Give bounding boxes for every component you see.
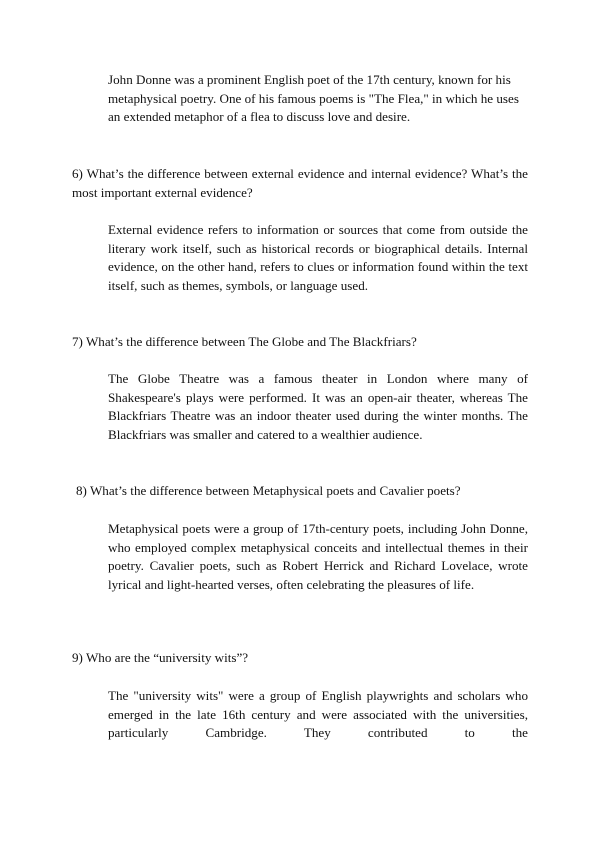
answer-6-paragraph: External evidence refers to information or sources that come from outside the literary work itself, such as historical records or biographical details. Internal evidence, on the other hand, refers to clues or information found within the text itself, such as themes, symbols, or language used.: [108, 222, 528, 293]
answer-5-paragraph: John Donne was a prominent English poet of the 17th century, known for his metaphysical poetry. One of his famous poems is "The Flea," in which he uses an extended metaphor of a flea to discuss love and desire.: [108, 72, 519, 125]
question-9-heading: 9) Who are the “university wits”?: [72, 650, 249, 665]
answer-7-paragraph: The Globe Theatre was a famous theater in London where many of Shakespeare's plays were performed. It was an open-air theater, whereas The Blackfriars Theatre was an indoor theater used during the winter months. The Blackfriars was smaller and catered to a wealthier audience.: [108, 371, 528, 442]
answer-9-paragraph: The "university wits" were a group of English playwrights and scholars who emerged in the late 16th century and were associated with the universities, particularly Cambridge. They contributed to the: [108, 688, 528, 741]
question-8-heading: 8) What’s the difference between Metaphysical poets and Cavalier poets?: [76, 483, 461, 498]
question-7-heading: 7) What’s the difference between The Globe and The Blackfriars?: [72, 334, 417, 349]
answer-8-paragraph: Metaphysical poets were a group of 17th-century poets, including John Donne, who employed complex metaphysical conceits and intellectual themes in their poetry. Cavalier poets, such as Robert Herrick and Richard Lovelace, wrote lyrical and light-hearted verses, often celebrating the pleasures of life.: [108, 521, 528, 592]
question-6-heading: 6) What’s the difference between external evidence and internal evidence? What’s the most important external evidence?: [72, 166, 528, 200]
